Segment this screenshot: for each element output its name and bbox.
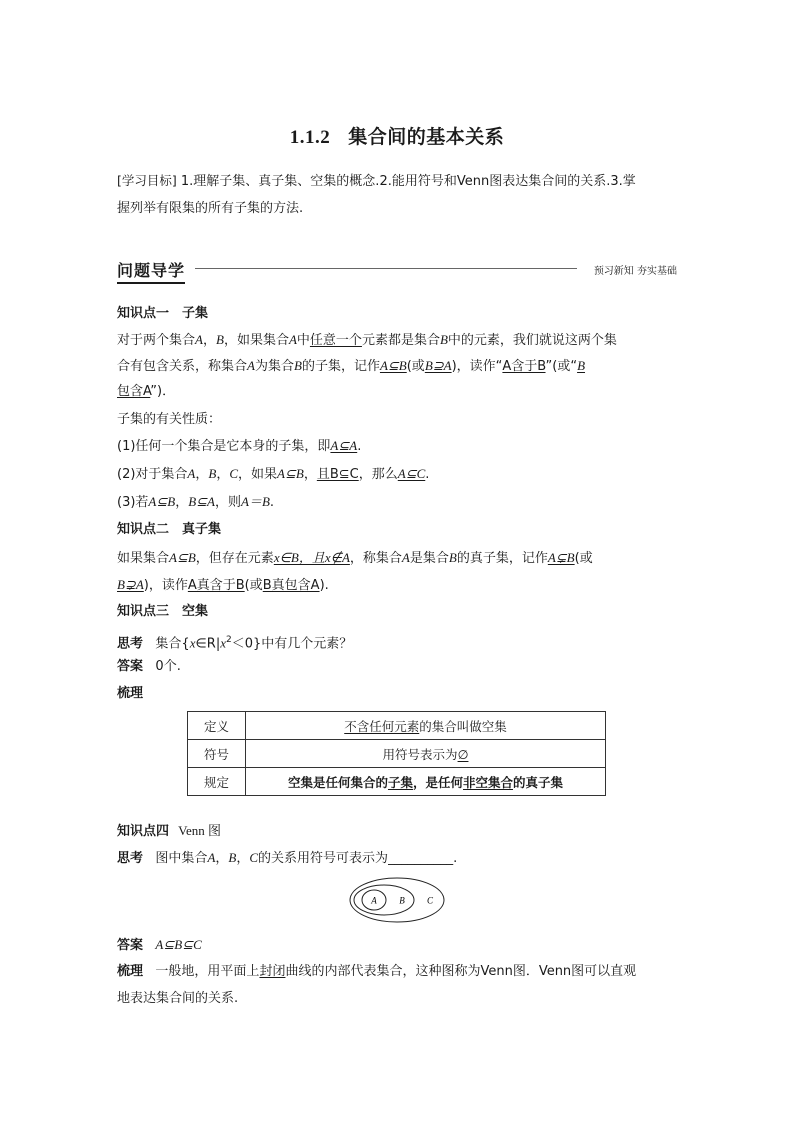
answer-blank: __________ xyxy=(388,851,454,866)
var: x xyxy=(189,635,196,651)
text: ). xyxy=(319,578,329,593)
text: 图中集合 xyxy=(155,851,208,866)
underlined-text: x∈B，且x∉A xyxy=(273,550,350,565)
title-number: 1.1.2 xyxy=(289,127,331,148)
table-row xyxy=(188,768,606,796)
underlined-text: A含于B xyxy=(502,359,546,374)
k1-heading: 知识点一 子集 xyxy=(117,306,209,321)
text: ， xyxy=(175,495,189,510)
var: A xyxy=(207,850,216,865)
k2-line-1 xyxy=(117,550,593,567)
k3-sort-label: 梳理 xyxy=(117,686,144,701)
text: B⊆A xyxy=(188,494,215,509)
text: 如果集合 xyxy=(117,551,170,566)
think-label: 思考 xyxy=(117,851,144,866)
text: 用符号表示为 xyxy=(382,746,458,762)
var: A xyxy=(288,332,297,347)
think-label: 思考 xyxy=(117,636,144,652)
underlined-text: ∅ xyxy=(457,746,469,762)
table-key: 符号 xyxy=(188,740,246,768)
table-key: 规定 xyxy=(188,768,246,796)
text: ， xyxy=(202,333,216,348)
text: A⊆B xyxy=(277,466,304,481)
text: ， xyxy=(215,851,229,866)
text: Venn 图 xyxy=(178,823,222,838)
text: (1)任何一个集合是它本身的子集，即 xyxy=(117,439,331,454)
text: 集合{ xyxy=(155,636,190,652)
text: ，称集合 xyxy=(349,551,402,566)
section-divider xyxy=(195,268,577,269)
section-label: 问题导学 xyxy=(117,258,185,284)
text: )，读作 xyxy=(143,578,188,593)
text: . xyxy=(453,851,458,866)
venn-label-b: B xyxy=(399,895,405,906)
k1-line-1 xyxy=(117,332,617,349)
k1-props-title: 子集的有关性质： xyxy=(117,412,222,427)
text: 的关系用符号可表示为 xyxy=(258,851,389,866)
text: A⊆B xyxy=(148,494,176,509)
answer-text: 0个. xyxy=(155,659,181,674)
sort-label: 梳理 xyxy=(117,964,144,979)
var: A xyxy=(187,466,196,481)
text: ，如果集合 xyxy=(223,333,289,348)
venn-set-b xyxy=(354,885,414,915)
table-row xyxy=(188,740,606,768)
text: 的子集，记作 xyxy=(301,359,380,374)
text: ，是任何 xyxy=(412,774,463,790)
k3-heading: 知识点三 空集 xyxy=(117,604,209,619)
text: ，但存在元素 xyxy=(195,551,274,566)
venn-label-c: C xyxy=(426,895,434,906)
text: 元素都是集合 xyxy=(361,333,440,348)
var: B xyxy=(448,550,457,565)
text: 曲线的内部代表集合，这种图称为Venn图．Venn图可以直观 xyxy=(285,964,637,979)
superscript: 2 xyxy=(226,635,232,645)
underlined-text: 且B⊆C xyxy=(316,467,359,482)
k4-answer xyxy=(117,937,202,954)
text: (2)对于集合 xyxy=(117,467,188,482)
text: . xyxy=(357,439,362,454)
section-subtitle: 预习新知 夯实基础 xyxy=(593,266,677,277)
var: B xyxy=(208,466,217,481)
text: 的真子集 xyxy=(513,774,564,790)
text: (或 xyxy=(244,578,263,593)
underlined-text: A真含于B xyxy=(187,578,245,593)
table-value xyxy=(246,740,606,768)
text: 的真子集，记作 xyxy=(456,551,548,566)
k1-prop-1 xyxy=(117,438,361,455)
underlined-text: B xyxy=(577,358,586,373)
k1-prop-3 xyxy=(117,494,274,511)
table-value xyxy=(246,712,606,740)
empty-set-table xyxy=(187,711,606,796)
text: )，读作“ xyxy=(451,359,503,374)
underlined-text: A⊆C xyxy=(397,466,426,481)
table-key: 定义 xyxy=(188,712,246,740)
venn-label-a: A xyxy=(371,895,377,906)
k4-sort-line-2: 地表达集合间的关系. xyxy=(117,991,239,1006)
goals-text-1: 1.理解子集、真子集、空集的概念.2.能用符号和Venn图表达集合间的关系.3.掌 xyxy=(180,174,636,189)
var: B xyxy=(228,850,237,865)
var: A xyxy=(247,358,255,373)
var: x xyxy=(220,635,227,651)
underlined-text: B真包含A xyxy=(262,578,320,593)
text: 空集是任何集合的 xyxy=(287,774,388,790)
text: 为集合 xyxy=(254,359,294,374)
var: B xyxy=(215,332,224,347)
var: C xyxy=(249,850,259,865)
goals-line-2: 握列举有限集的所有子集的方法. xyxy=(117,201,304,216)
k4-heading xyxy=(117,823,221,840)
underlined-text: A⊆B xyxy=(379,358,407,373)
table-row xyxy=(188,712,606,740)
underlined-text: A⊆A xyxy=(330,438,358,453)
text: 对于两个集合 xyxy=(117,333,196,348)
text: . xyxy=(269,495,275,510)
text: . xyxy=(425,467,430,482)
answer-label: 答案 xyxy=(117,659,144,674)
underlined-text: 任意一个 xyxy=(309,333,362,348)
k2-line-2 xyxy=(117,577,329,594)
text: 知识点四 xyxy=(117,824,170,839)
text: ”(或“ xyxy=(545,359,578,374)
text: ＜0}中有几个元素？ xyxy=(231,636,353,652)
k3-think xyxy=(117,632,352,652)
text: 的集合叫做空集 xyxy=(419,718,507,734)
k4-sort-line-1 xyxy=(117,964,636,980)
text: ，如果 xyxy=(238,467,278,482)
k1-prop-2 xyxy=(117,466,429,483)
title-text: 集合间的基本关系 xyxy=(348,126,505,148)
text: A＝B xyxy=(241,494,270,509)
text: ∈R| xyxy=(195,636,221,652)
page-title xyxy=(0,122,794,149)
k1-line-2 xyxy=(117,358,585,375)
section-header xyxy=(117,258,677,280)
text: A⊆B xyxy=(169,550,196,565)
k1-line-3 xyxy=(117,384,175,400)
underlined-text: B⊋A xyxy=(117,577,144,592)
var: A xyxy=(195,332,203,347)
text: 一般地，用平面上 xyxy=(155,964,260,979)
text: 中的元素，我们就说这两个集 xyxy=(447,333,617,348)
text: (或 xyxy=(406,359,425,374)
text: ， xyxy=(195,467,209,482)
var: B xyxy=(439,332,448,347)
var: A xyxy=(401,550,410,565)
answer-label: 答案 xyxy=(117,938,144,953)
text: 是集合 xyxy=(409,551,449,566)
k3-answer xyxy=(117,659,181,675)
underlined-text: 包含A xyxy=(117,384,151,399)
text: ， xyxy=(216,467,230,482)
text: ， xyxy=(303,467,317,482)
text: 中 xyxy=(296,333,310,348)
text: ”)． xyxy=(150,384,176,399)
text: (3)若 xyxy=(117,495,149,510)
underlined-text: 子集 xyxy=(387,774,413,790)
answer-text: A⊆B⊆C xyxy=(155,937,202,952)
underlined-text: A⊊B xyxy=(547,550,575,565)
underlined-text: 不含任何元素 xyxy=(344,718,420,734)
underlined-text: B⊇A xyxy=(424,358,452,373)
underlined-text: 封闭 xyxy=(259,964,286,979)
text: ，则 xyxy=(215,495,242,510)
k2-heading: 知识点二 真子集 xyxy=(117,522,222,537)
text: ，那么 xyxy=(358,467,398,482)
var: B xyxy=(293,358,302,373)
table-value xyxy=(246,768,606,796)
underlined-text: 非空集合 xyxy=(463,774,514,790)
var: C xyxy=(229,466,239,481)
text: (或 xyxy=(574,551,593,566)
text: ， xyxy=(236,851,250,866)
goals-line-1 xyxy=(117,173,636,190)
goals-label: [学习目标] xyxy=(117,173,177,188)
venn-diagram xyxy=(348,876,446,924)
text: 合有包含关系，称集合 xyxy=(117,359,248,374)
k4-think xyxy=(117,850,457,867)
